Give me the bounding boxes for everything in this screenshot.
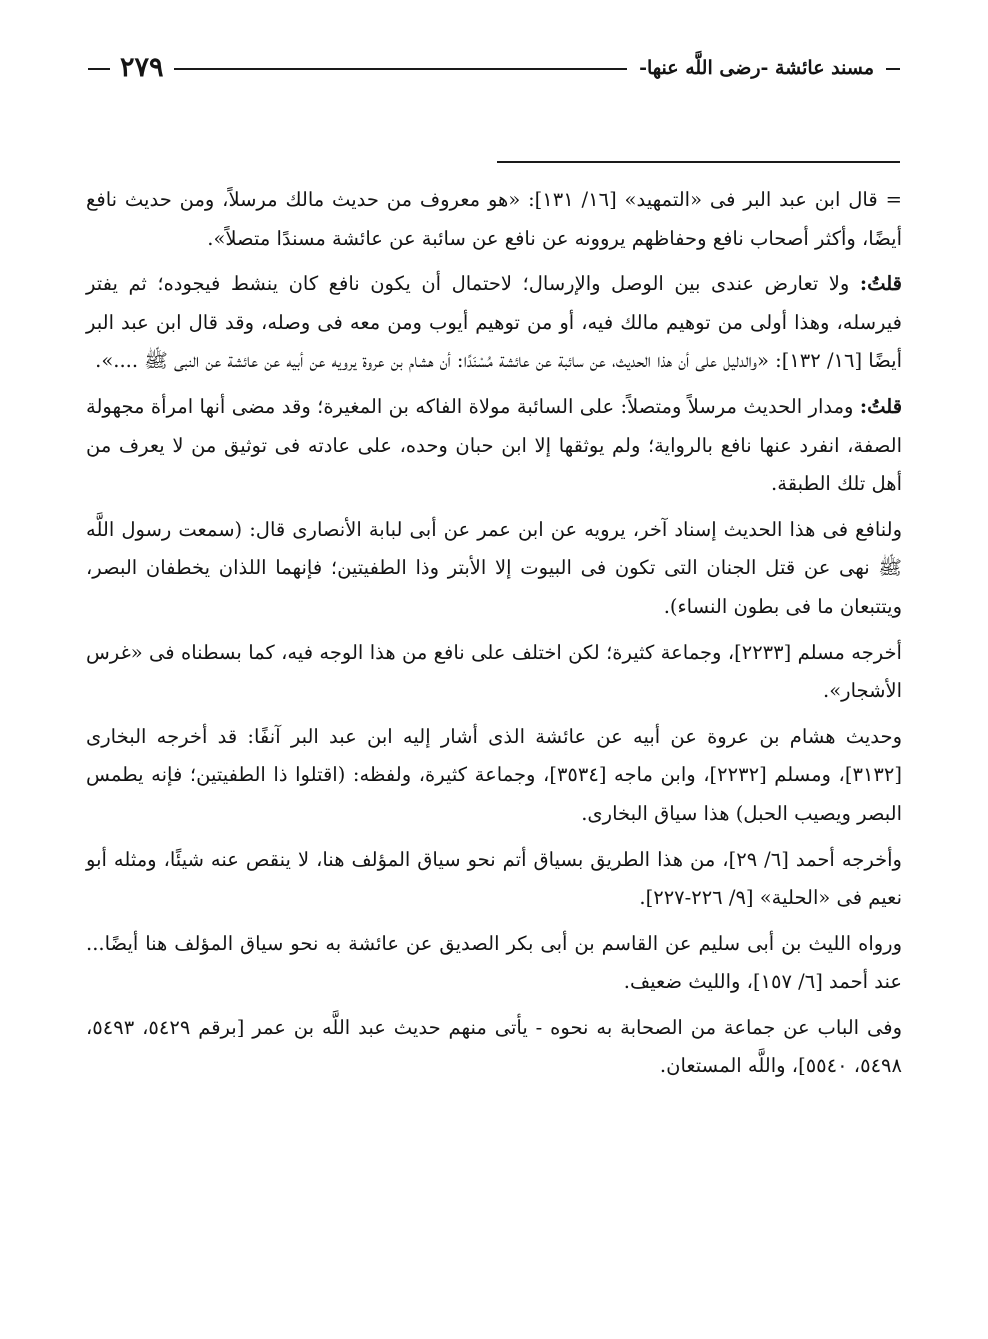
footnote-paragraph-5: أخرجه مسلم [٢٢٣٣]، وجماعة كثيرة؛ لكن اختلف على نافع من هذا الوجه فيه، كما بسطناه فى «غرس الأشجار». [86,640,902,703]
paragraph-text: قال ابن عبد البر فى «التمهيد» [١٦/ ١٣١]: «هو معروف من حديث مالك مرسلاً، ومن حديث نافع أيضًا، وأكثر أصحاب نافع وحفاظهم يروونه عن نافع عن سائبة عن عائشة مسندًا متصلاً». [86,188,902,250]
paragraph-text: ومدار الحديث مرسلاً ومتصلاً: على السائبة مولاة الفاكه بن المغيرة؛ وقد مضى أنها امرأة مجهولة الصفة، انفرد عنها نافع بالرواية؛ ولم يوثقها إلا ابن حبان وحده، على عادته فى توثيق من لا يعرف من أهل تلك الطبقة. [86,394,902,496]
footnote-paragraph-3 [86,388,902,504]
continuation-mark: = [885,188,902,211]
footnote-paragraph-4: ولنافع فى هذا الحديث إسناد آخر، يرويه عن ابن عمر عن أبى لبابة الأنصارى قال: (سمعت رسول اللَّه ﷺ نهى عن قتل الجنان التى تكون فى البيوت إلا الأبتر وذا الطفيتين؛ فإنهما اللذان يخطفان البصر، ويتتبعان ما فى بطون النساء). [86,517,902,618]
page-number: ٢٧٩ [110,50,174,86]
footnote-paragraph-7: وأخرجه أحمد [٦/ ٢٩]، من هذا الطريق بسياق أتم نحو سياق المؤلف هنا، لا ينقص عنه شيئًا، ومثله أبو نعيم فى «الحلية» [٩/ ٢٢٦-٢٢٧]. [86,847,902,910]
running-header [88,52,900,88]
footnote-paragraph-2 [86,265,902,381]
paragraph-text: ولا تعارض عندى بين الوصل والإرسال؛ لاحتمال أن يكون نافع كان ينشط فيجوده؛ ثم يفتر فيرسله، وهذا أولى من توهيم مالك فيه، أو من توهيم أيوب ومن معه فى وصله، وقد قال ابن عبد البر أيضًا [١٦/ ١٣٢]: «والدليل على أن هذا الحديث، عن سائبة عن عائشة مُسْنَدًا: أن هشام بن عروة يرويه عن أبيه عن عائشة عن النبى ﷺ ....». [86,272,902,373]
footnote-paragraph-8: ورواه الليث بن أبى سليم عن القاسم بن أبى بكر الصديق عن عائشة به نحو سياق المؤلف هنا أيضًا... عند أحمد [٦/ ١٥٧]، والليث ضعيف. [86,931,902,994]
footnotes [86,181,902,1093]
footnote-separator-rule [497,161,900,163]
running-title: مسند عائشة -رضى اللَّه عنها- [627,54,886,82]
footnote-paragraph-9: وفى الباب عن جماعة من الصحابة به نحوه - يأتى منهم حديث عبد اللَّه بن عمر [برقم ٥٤٢٩، ٥٤٩٣، ٥٤٩٨، ٥٥٤٠]، واللَّه المستعان. [86,1015,902,1078]
footnote-paragraph-1 [86,181,902,258]
footnote-paragraph-6: وحديث هشام بن عروة عن أبيه عن عائشة الذى أشار إليه ابن عبد البر آنفًا: قد أخرجه البخارى [٣١٣٢]، ومسلم [٢٢٣٢]، وابن ماجه [٣٥٣٤]، وجماعة كثيرة، ولفظه: (اقتلوا ذا الطفيتين؛ فإنه يطمس البصر ويصيب الحبل) هذا سياق البخارى. [86,724,902,825]
paragraph-lead: قلتُ: [859,394,903,418]
paragraph-lead: قلتُ: [859,272,902,296]
